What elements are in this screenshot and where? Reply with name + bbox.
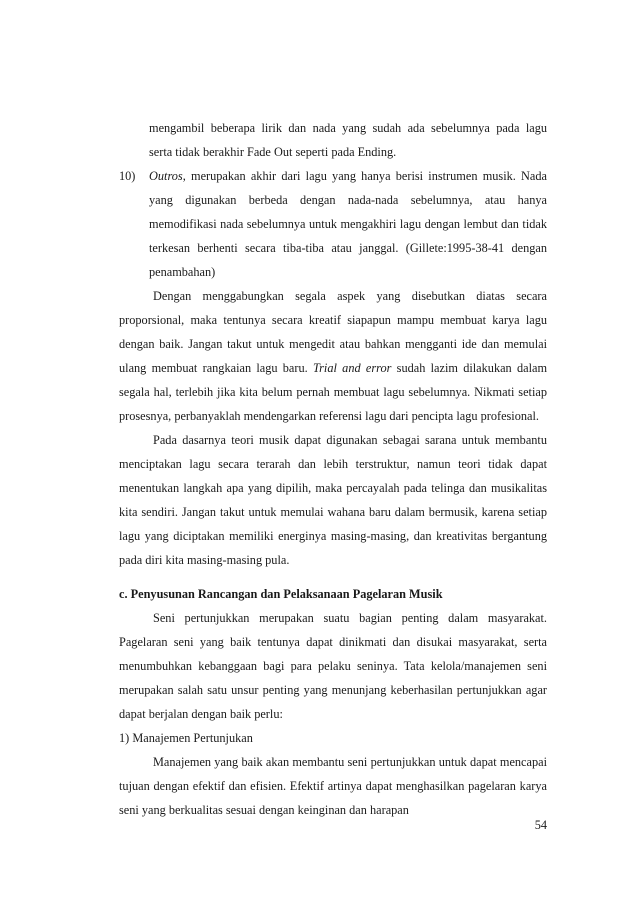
paragraph-management: Manajemen yang baik akan membantu seni pertunjukkan untuk dapat mencapai tujuan dengan efektif dan efisien. Efektif artinya dapat menghasilkan pagelaran karya seni yang berkualitas sesuai dengan keinginan dan harapan bbox=[119, 755, 547, 817]
page-number: 54 bbox=[534, 818, 547, 832]
outros-description: , merupakan akhir dari lagu yang hanya berisi instrumen musik. Nada yang digunakan berbeda dengan nada-nada sebelumnya, atau hanya memodifikasi nada sebelumnya untuk mengakhiri lagu dengan lembut dan tidak terkesan berhenti secara tiba-tiba atau janggal. (Gillete:1995-38-41 dengan penambahan) bbox=[149, 169, 547, 279]
paragraph-combining-aspects bbox=[119, 284, 547, 428]
list-item-management: 1) Manajemen Pertunjukan bbox=[119, 731, 253, 745]
continuation-line-2: serta tidak berakhir Fade Out seperti pada Ending. bbox=[149, 145, 397, 159]
term-outros: Outros bbox=[149, 169, 183, 183]
term-trial-and-error: Trial and error bbox=[312, 361, 392, 375]
paragraph-performing-arts: Seni pertunjukkan merupakan suatu bagian penting dalam masyarakat. Pagelaran seni yang baik tentunya dapat dinikmati dan disukai masyarakat, serta menumbuhkan kebanggaan bagi para pelaku seninya. Tata kelola/manajemen seni merupakan salah satu unsur penting yang menunjang keberhasilan pertunjukkan agar dapat berjalan dengan baik perlu: bbox=[119, 611, 547, 721]
list-item-outros bbox=[119, 164, 547, 284]
page-body bbox=[119, 116, 547, 822]
para1-text-a: Dengan menggabungkan segala aspek yang disebutkan diatas secara proporsional, maka tentunya secara kreatif siapapun mampu membuat karya lagu dengan baik. Jangan takut untuk mengedit atau bahkan mengganti ide dan memulai ulang membuat rangkaian lagu baru. bbox=[119, 289, 547, 375]
para1-text-b: sudah lazim dilakukan dalam segala hal, terlebih jika kita belum pernah membuat lagu sebelumnya. Nikmati setiap prosesnya, perbanyaklah mendengarkan referensi lagu dari pencipta lagu profesional. bbox=[119, 361, 548, 423]
list-item-continuation bbox=[119, 116, 547, 164]
list-item-text bbox=[149, 164, 547, 284]
continuation-line-1: mengambil beberapa lirik dan nada yang sudah ada sebelumnya pada lagu bbox=[149, 121, 547, 135]
paragraph-music-theory: Pada dasarnya teori musik dapat digunakan sebagai sarana untuk membantu menciptakan lagu secara terarah dan lebih terstruktur, namun teori tidak dapat menentukan langkah apa yang dipilih, maka percayalah pada telinga dan musikalitas kita sendiri. Jangan takut untuk memulai wahana baru dalam bermusik, karena setiap lagu yang diciptakan memiliki energinya masing-masing, dan kreativitas bergantung pada diri kita masing-masing pula. bbox=[119, 433, 547, 567]
section-heading-c: c. Penyusunan Rancangan dan Pelaksanaan Pagelaran Musik bbox=[119, 587, 443, 601]
list-number: 10) bbox=[119, 169, 136, 183]
